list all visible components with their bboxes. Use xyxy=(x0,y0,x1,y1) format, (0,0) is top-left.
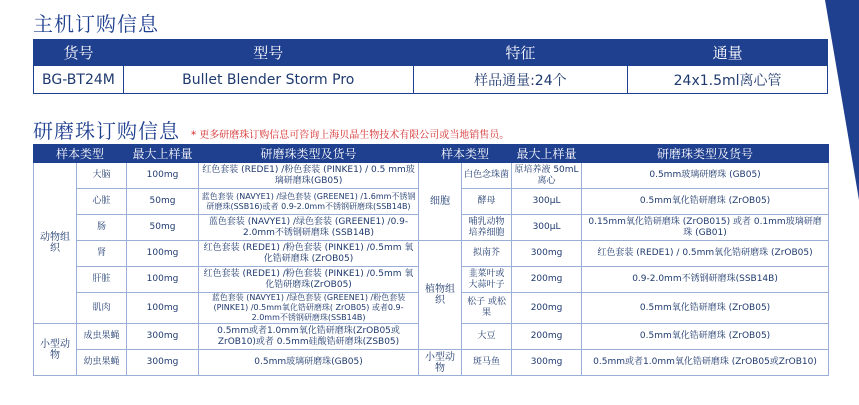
bead-order-heading xyxy=(33,115,509,144)
sample-cell: 白色念珠菌 xyxy=(462,163,512,189)
bead-cell: 红色套装 (REDE1) / 0.5mm氧化锆研磨珠 (ZrOB05) xyxy=(582,241,829,267)
max-load-cell: 100mg xyxy=(127,293,199,324)
sample-cell: 松子 或松果 xyxy=(462,293,512,324)
throughput: 24x1.5ml离心管 xyxy=(628,66,828,94)
bead-cell: 0.9-2.0mm不锈钢研磨珠(SSB14B) xyxy=(582,267,829,293)
max-load-cell: 50mg xyxy=(127,189,199,215)
host-order-table xyxy=(33,39,828,94)
group-cell: 细胞 xyxy=(419,163,462,241)
sample-cell: 哺乳动物 培养细胞 xyxy=(462,215,512,241)
bead-cell: 蓝色套装 (NAVYE1) /绿色套装 (GREENE1) /粉色套装 (PINKE1) /0.5mm氧化锆研磨珠( ZrOB05) 或者0.9-2.0mm不锈钢研磨珠(SSB14B) xyxy=(199,293,419,324)
group-small-animal-right: 小型动物 xyxy=(419,350,462,376)
header-sample-type-left: 样本类型 xyxy=(34,145,127,163)
sample-cell: 斑马鱼 xyxy=(462,350,512,376)
item-number: BG-BT24M xyxy=(34,66,124,94)
sample-cell: 肠 xyxy=(77,215,127,241)
sample-cell: 韭菜叶或 大蒜叶子 xyxy=(462,267,512,293)
bead-cell: 0.5mm或者1.0mm氧化锆研磨珠(ZrOB05或 ZrOB10)或者 0.5mm硅酸锆研磨珠(ZSB05) xyxy=(199,324,419,350)
sample-cell: 肾 xyxy=(77,241,127,267)
host-order-title: 主机订购信息 xyxy=(33,12,159,36)
group-animal: 动物组织 xyxy=(34,163,77,324)
sample-cell: 幼虫果蝇 xyxy=(77,350,127,376)
sample-cell: 心脏 xyxy=(77,189,127,215)
bead-cell: 0.5mm氧化锆研磨珠 (ZrOB05) xyxy=(582,324,829,350)
bead-order-title: 研磨珠订购信息 xyxy=(33,119,180,143)
bead-cell: 红色套装 (REDE1) /粉色套装 (PINKE1) /0.5mm 氧化锆研磨珠(ZrOB05) xyxy=(199,267,419,293)
max-load-cell: 50mg xyxy=(127,215,199,241)
max-load-cell: 200mg xyxy=(512,293,582,324)
host-header-row xyxy=(34,40,828,66)
max-load-cell: 300μL xyxy=(512,189,582,215)
group-plant: 植物组织 xyxy=(419,241,462,350)
feature: 样品通量:24个 xyxy=(413,66,628,94)
bead-header-row xyxy=(34,145,829,163)
host-row xyxy=(34,66,828,94)
bead-cell: 红色套装 (REDE1) /粉色套装 (PINKE1) /0.5mm 氧化锆研磨珠 (ZrOB05) xyxy=(199,241,419,267)
model: Bullet Blender Storm Pro xyxy=(123,66,413,94)
sample-cell: 大豆 xyxy=(462,324,512,350)
bead-cell: 0.15mm氧化锆研磨珠 (ZrOB015) 或者 0.1mm玻璃研磨珠 (GB01) xyxy=(582,215,829,241)
header-max-load-right: 最大上样量 xyxy=(512,145,582,163)
bead-order-table xyxy=(33,144,829,376)
bead-cell: 0.5mm氧化锆研磨珠 (ZrOB05) xyxy=(582,189,829,215)
max-load-cell: 200mg xyxy=(512,267,582,293)
bead-cell: 0.5mm或者1.0mm氧化锆研磨珠 (ZrOB05或ZrOB10) xyxy=(582,350,829,376)
group-small-animal: 小型动物 xyxy=(34,324,77,376)
table-row xyxy=(34,163,829,189)
header-bead-type-right: 研磨珠类型及货号 xyxy=(582,145,829,163)
bead-cell: 0.5mm玻璃研磨珠(GB05) xyxy=(199,350,419,376)
bead-cell: 蓝色套装 (NAVYE1) /绿色套装 (GREENE1) /1.6mm不锈钢研磨珠(SSB16)或者 0.9-2.0mm不锈钢研磨珠(SSB14B) xyxy=(199,189,419,215)
max-load-cell: 300mg xyxy=(512,350,582,376)
header-throughput: 通量 xyxy=(628,40,828,66)
max-load-cell: 100mg xyxy=(127,267,199,293)
table-row xyxy=(34,350,829,376)
sample-cell: 大脑 xyxy=(77,163,127,189)
sample-cell: 酵母 xyxy=(462,189,512,215)
sample-cell: 肌肉 xyxy=(77,293,127,324)
max-load-cell: 300mg xyxy=(127,324,199,350)
max-load-cell: 300mg xyxy=(127,350,199,376)
header-sample-type-right: 样本类型 xyxy=(419,145,512,163)
sample-cell: 拟南芥 xyxy=(462,241,512,267)
bead-cell: 0.5mm玻璃研磨珠 (GB05) xyxy=(582,163,829,189)
max-load-cell: 300μL xyxy=(512,215,582,241)
max-load-cell: 原培养液 50mL离心 xyxy=(512,163,582,189)
table-row xyxy=(34,241,829,267)
sample-cell: 肝脏 xyxy=(77,267,127,293)
bead-order-note: * 更多研磨珠订购信息可咨询上海贝晶生物技术有限公司或当地销售员。 xyxy=(191,130,510,141)
bead-cell: 0.5mm氧化锆研磨珠 (ZrOB05) xyxy=(582,293,829,324)
max-load-cell: 100mg xyxy=(127,241,199,267)
header-item-number: 货号 xyxy=(34,40,124,66)
header-bead-type-left: 研磨珠类型及货号 xyxy=(199,145,419,163)
bead-cell: 红色套装 (REDE1) /粉色套装 (PINKE1) / 0.5 mm玻璃研磨珠(GB05) xyxy=(199,163,419,189)
header-max-load-left: 最大上样量 xyxy=(127,145,199,163)
header-model: 型号 xyxy=(123,40,413,66)
max-load-cell: 100mg xyxy=(127,163,199,189)
sample-cell: 成虫果蝇 xyxy=(77,324,127,350)
corner-decoration xyxy=(825,0,859,200)
bead-cell: 蓝色套装 (NAVYE1) /绿色套装 (GREENE1) /0.9-2.0mm不锈钢研磨珠 (SSB14B) xyxy=(199,215,419,241)
max-load-cell: 300mg xyxy=(512,241,582,267)
header-feature: 特征 xyxy=(413,40,628,66)
max-load-cell: 200mg xyxy=(512,324,582,350)
